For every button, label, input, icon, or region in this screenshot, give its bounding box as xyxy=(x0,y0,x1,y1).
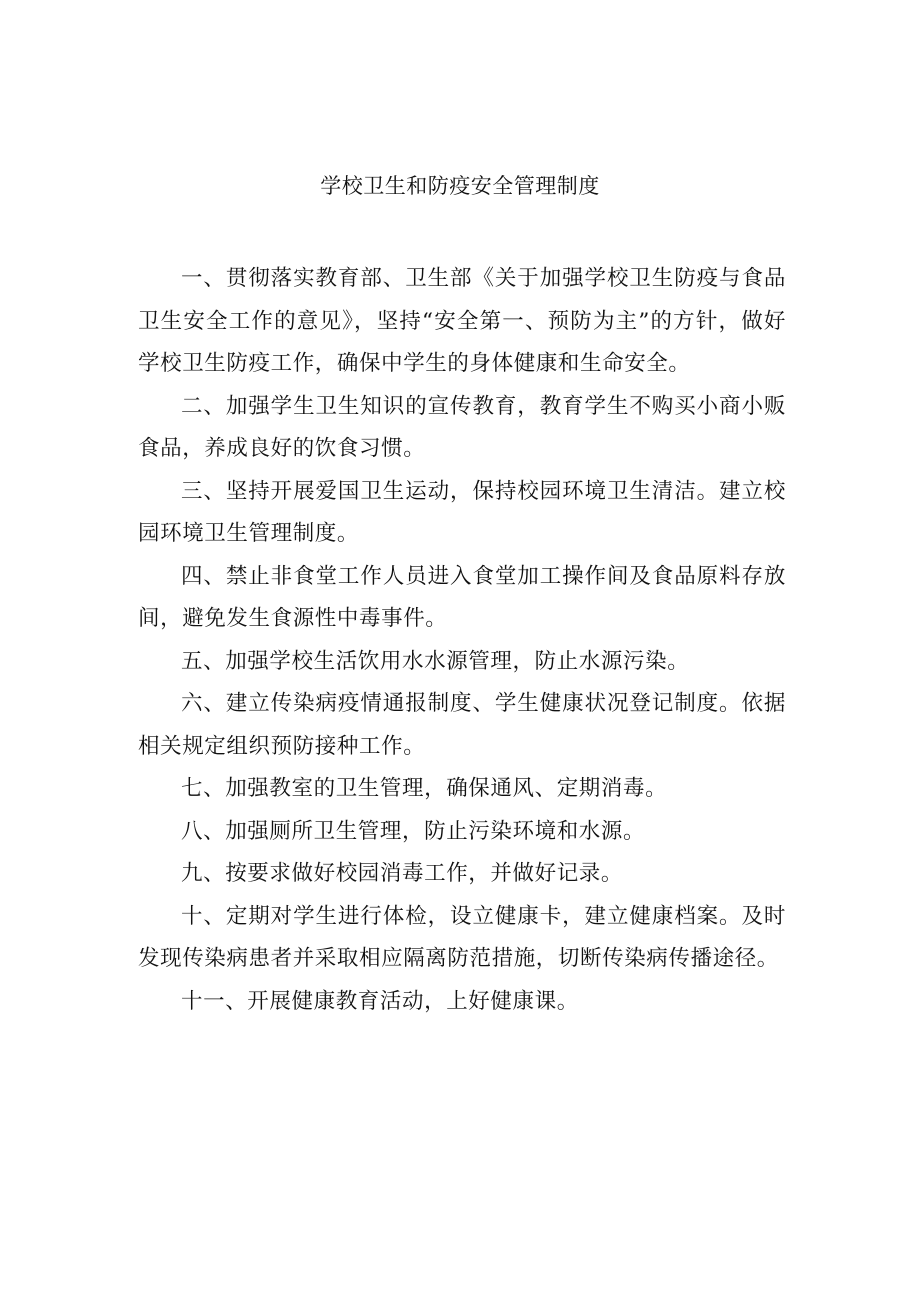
clause-3: 三、坚持开展爱国卫生运动，保持校园环境卫生清洁。建立校园环境卫生管理制度。 xyxy=(138,478,786,546)
clause-9: 九、按要求做好校园消毒工作，并做好记录。 xyxy=(181,861,624,886)
clause-8: 八、加强厕所卫生管理，防止污染环境和水源。 xyxy=(181,818,646,844)
document-body xyxy=(138,258,786,1023)
clause-4: 四、禁止非食堂工作人员进入食堂加工操作间及食品原料存放间，避免发生食源性中毒事件。 xyxy=(138,563,786,631)
clause-11: 十一、开展健康教育活动，上好健康课。 xyxy=(181,988,579,1014)
clause-5: 五、加强学校生活饮用水水源管理，防止水源污染。 xyxy=(181,648,690,674)
clause-6: 六、建立传染病疫情通报制度、学生健康状况登记制度。依据相关规定组织预防接种工作。 xyxy=(138,691,786,759)
clause-2: 二、加强学生卫生知识的宣传教育，教育学生不购买小商小贩食品，养成良好的饮食习惯。 xyxy=(138,393,786,461)
clause-10: 十、定期对学生进行体检，设立健康卡，建立健康档案。及时发现传染病患者并采取相应隔离防范措施，切断传染病传播途径。 xyxy=(138,903,786,971)
clause-1: 一、贯彻落实教育部、卫生部《关于加强学校卫生防疫与食品卫生安全工作的意见》，坚持“安全第一、预防为主”的方针，做好学校卫生防疫工作，确保中学生的身体健康和生命安全。 xyxy=(138,266,786,376)
clause-7: 七、加强教室的卫生管理，确保通风、定期消毒。 xyxy=(181,776,668,801)
document-title: 学校卫生和防疫安全管理制度 xyxy=(320,174,600,198)
